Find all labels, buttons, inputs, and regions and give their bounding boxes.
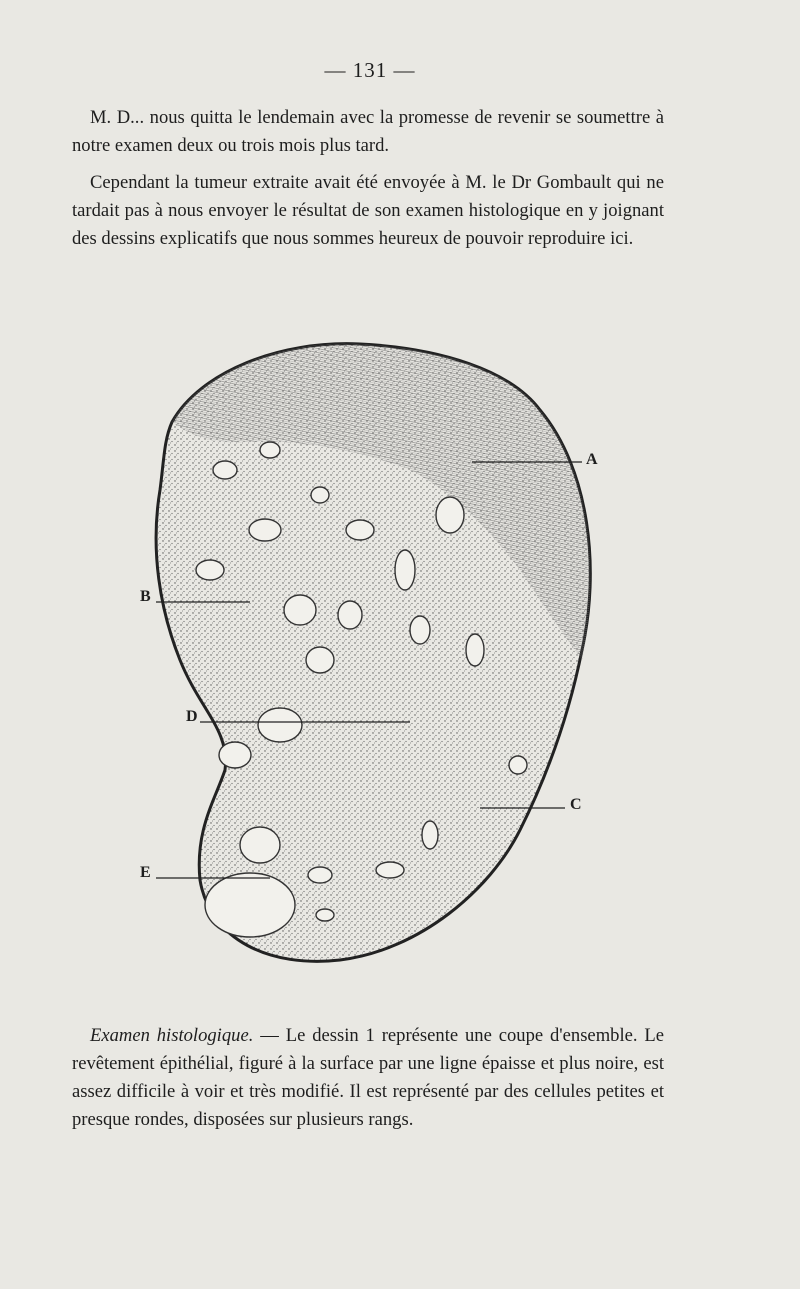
label-d: D xyxy=(186,708,198,725)
paragraph-3-body: — Le dessin 1 représente une coupe d'ensemble. Le revêtement épithélial, figuré à la surface par une ligne épaisse et plus noire, est assez difficile à voir et très modifié. Il est représenté par des cellules petites et presque rondes, disposées sur plusieurs rangs. xyxy=(72,1025,665,1130)
paragraph-2: Cependant la tumeur extraite avait été envoyée à M. le Dr Gombault qui ne tardait pas à nous envoyer le résultat de son examen histologique en y joignant des dessins explicatifs que nous sommes heureux de pouvoir reproduire ici. xyxy=(72,172,664,249)
section-heading-examen: Examen histologique. xyxy=(90,1025,254,1046)
histology-figure xyxy=(120,330,620,980)
paragraph-1: M. D... nous quitta le lendemain avec la promesse de revenir se soumettre à notre examen deux ou trois mois plus tard. xyxy=(72,107,664,156)
label-c: C xyxy=(570,796,582,813)
label-a: A xyxy=(586,451,598,468)
tumor-section-drawing xyxy=(120,330,620,980)
paragraph-3 xyxy=(72,1022,664,1134)
label-e: E xyxy=(140,864,151,881)
label-b: B xyxy=(140,588,151,605)
page-number: — 131 — xyxy=(324,58,416,82)
